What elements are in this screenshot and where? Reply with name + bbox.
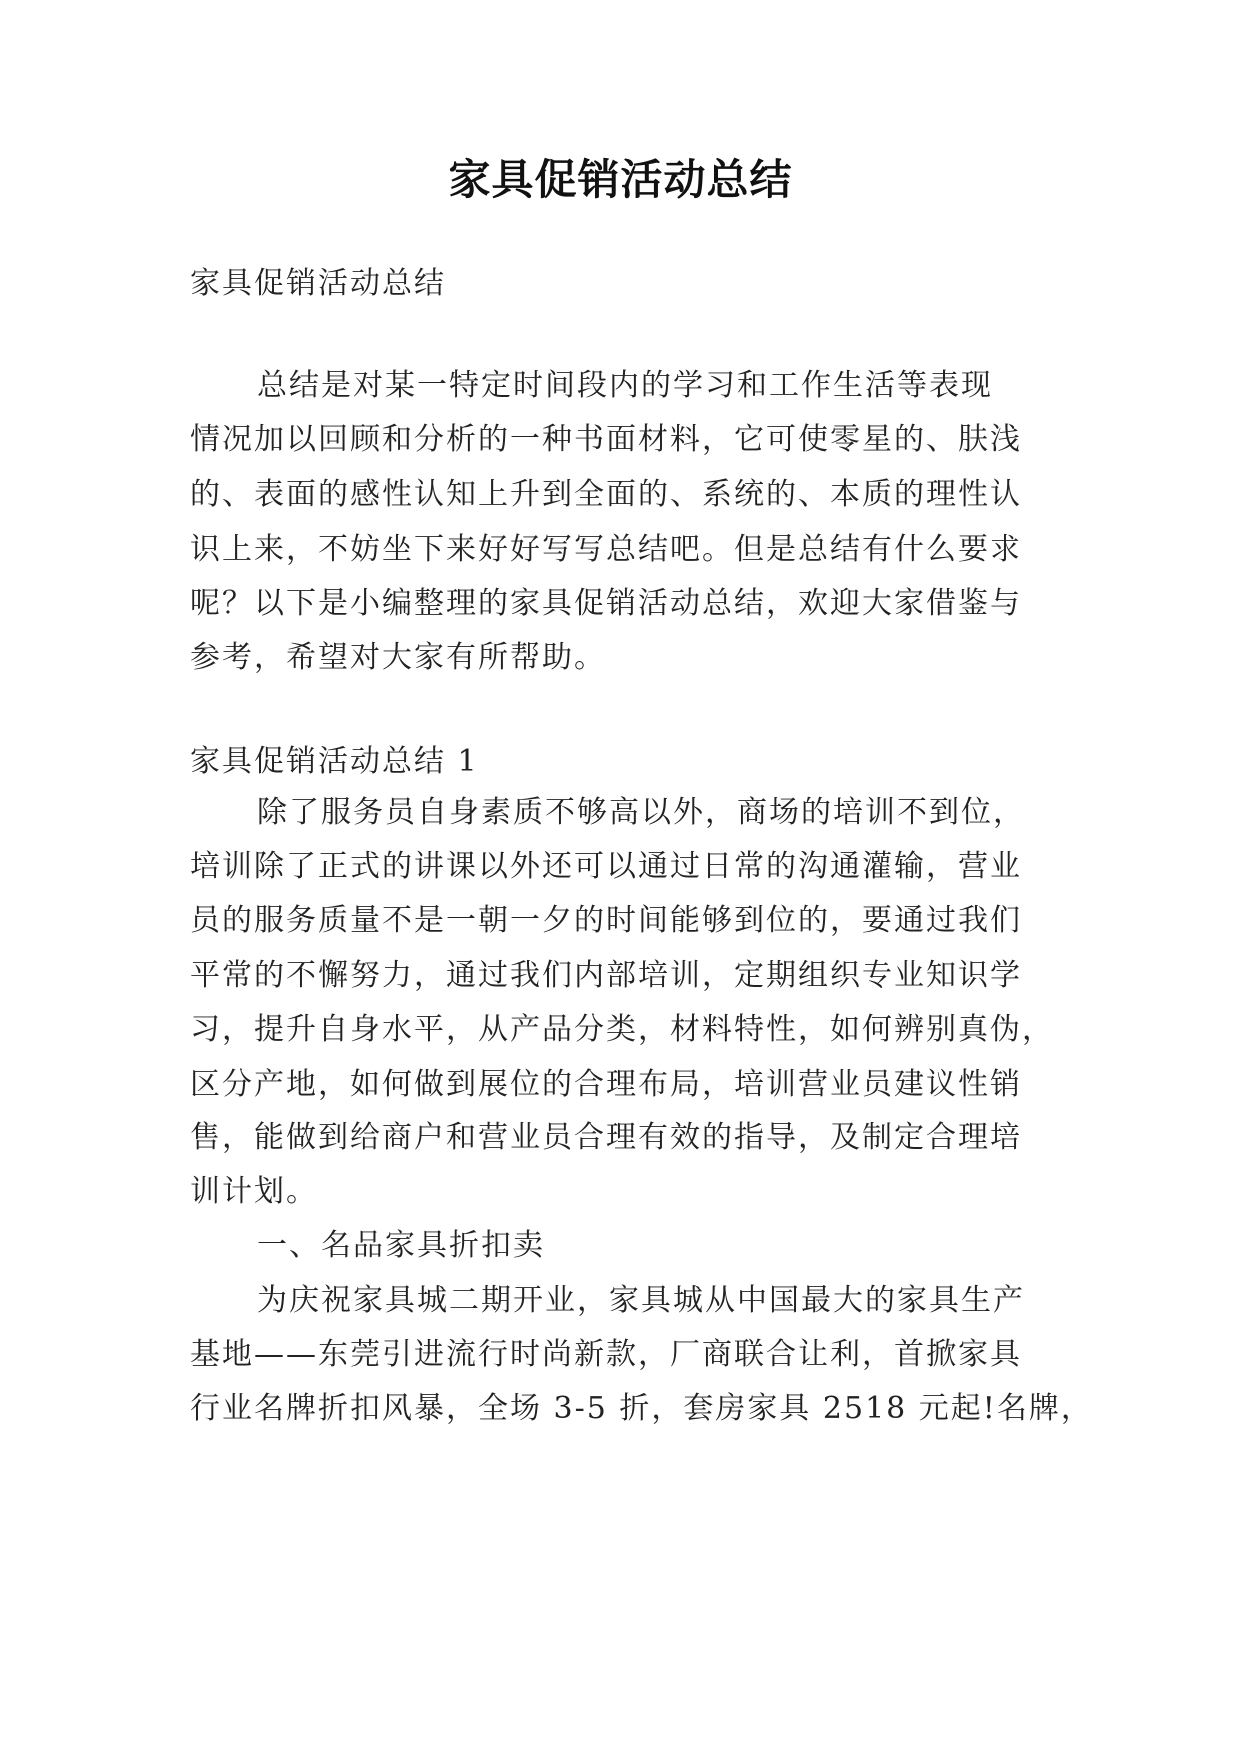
document-subtitle: 家具促销活动总结 — [190, 266, 446, 301]
intro-line-4: 识上来，不妨坐下来好好写写总结吧。但是总结有什么要求 — [190, 532, 1022, 567]
subheading: 一、名品家具折扣卖 — [257, 1228, 545, 1263]
section1-line-1: 除了服务员自身素质不够高以外，商场的培训不到位， — [257, 795, 1025, 830]
intro-line-2: 情况加以回顾和分析的一种书面材料，它可使零星的、肤浅 — [190, 422, 1022, 457]
section1-line-3: 员的服务质量不是一朝一夕的时间能够到位的，要通过我们 — [190, 903, 1022, 938]
section2-line-3: 行业名牌折扣风暴，全场 3-5 折，套房家具 2518 元起!名牌， — [190, 1391, 1093, 1426]
document-title: 家具促销活动总结 — [448, 155, 793, 204]
intro-line-5: 呢？以下是小编整理的家具促销活动总结，欢迎大家借鉴与 — [190, 586, 1022, 621]
section2-line-2: 基地——东莞引进流行时尚新款，厂商联合让利，首掀家具 — [190, 1337, 1022, 1372]
intro-line-6: 参考，希望对大家有所帮助。 — [190, 640, 606, 675]
section1-line-4: 平常的不懈努力，通过我们内部培训，定期组织专业知识学 — [190, 958, 1022, 993]
section1-line-2: 培训除了正式的讲课以外还可以通过日常的沟通灌输，营业 — [190, 849, 1022, 884]
intro-line-3: 的、表面的感性认知上升到全面的、系统的、本质的理性认 — [190, 477, 1022, 512]
section1-line-7: 售，能做到给商户和营业员合理有效的指导，及制定合理培 — [190, 1120, 1022, 1155]
section1-line-8: 训计划。 — [190, 1174, 318, 1209]
section1-line-5: 习，提升自身水平，从产品分类，材料特性，如何辨别真伪， — [190, 1012, 1054, 1047]
intro-line-1: 总结是对某一特定时间段内的学习和工作生活等表现 — [257, 368, 993, 403]
section2-line-1: 为庆祝家具城二期开业，家具城从中国最大的家具生产 — [257, 1283, 1025, 1318]
section1-line-6: 区分产地，如何做到展位的合理布局，培训营业员建议性销 — [190, 1067, 1022, 1102]
section-heading: 家具促销活动总结 1 — [190, 744, 479, 779]
